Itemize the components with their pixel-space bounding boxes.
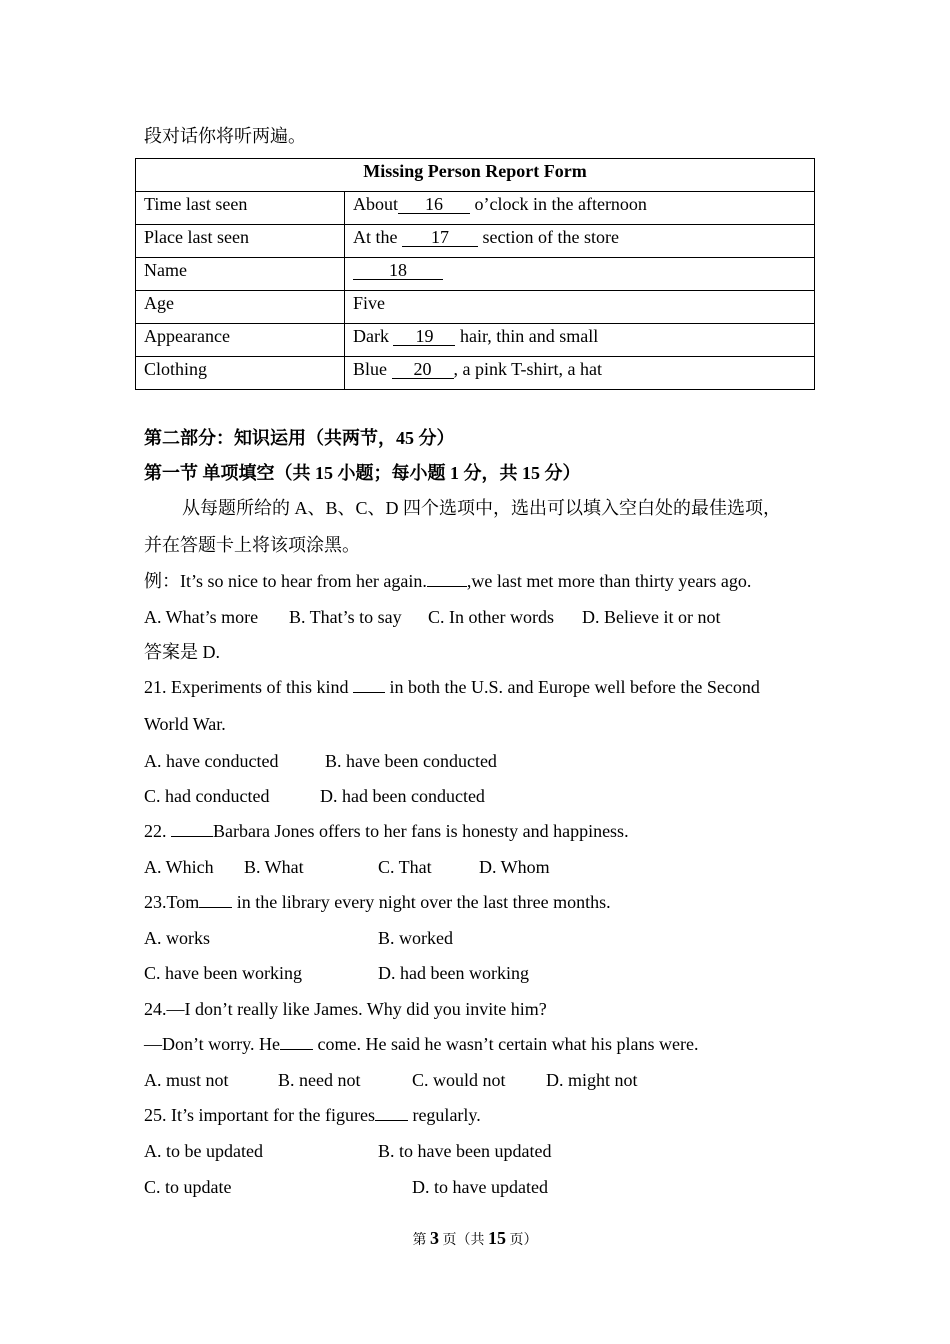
intro-line: 段对话你将听两遍。: [144, 126, 306, 146]
example-question: [144, 569, 751, 593]
q22-blank: [171, 836, 213, 837]
form-label: Age: [136, 291, 345, 324]
q25-options-ab: [144, 1139, 551, 1163]
instruction-line-1: 从每题所给的 A、B、C、D 四个选项中，选出可以填入空白处的最佳选项，: [182, 498, 782, 518]
example-option-d: D. Believe it or not: [582, 607, 721, 627]
form-row-clothing: [136, 357, 815, 390]
page-footer: [0, 1228, 950, 1249]
example-blank: [427, 586, 467, 587]
q25-options-cd: [144, 1175, 548, 1199]
form-value: [345, 324, 815, 357]
q24-pre: —Don’t worry. He: [144, 1034, 280, 1054]
form-label: Appearance: [136, 324, 345, 357]
blank-20: 20: [392, 360, 454, 379]
q22-options: [144, 855, 550, 879]
form-value-pre: Blue: [353, 359, 387, 379]
q22-option-d: D. Whom: [479, 857, 550, 877]
example-options: [144, 605, 720, 629]
form-value-post: , a pink T-shirt, a hat: [453, 359, 602, 379]
q23-options-ab: [144, 926, 453, 950]
form-value: [345, 225, 815, 258]
footer-mid: 页（共: [442, 1233, 485, 1248]
part2-heading: 第二部分：知识运用（共两节，45 分）: [144, 428, 455, 448]
q24-option-c: C. would not: [412, 1070, 506, 1090]
q21-option-b: B. have been conducted: [325, 751, 497, 771]
q21-option-d: D. had been conducted: [320, 786, 485, 806]
missing-person-form: [135, 158, 815, 390]
form-value-pre: Dark: [353, 326, 389, 346]
q21-pre: 21. Experiments of this kind: [144, 677, 349, 697]
q24-blank: [280, 1049, 313, 1050]
q21-post: in both the U.S. and Europe well before the Second: [389, 677, 760, 697]
question-25: [144, 1103, 481, 1127]
question-24-reply: [144, 1032, 699, 1056]
question-24: 24.—I don’t really like James. Why did you invite him?: [144, 999, 547, 1019]
form-value-post: hair, thin and small: [459, 326, 599, 346]
q24-option-d: D. might not: [546, 1070, 638, 1090]
form-label: Clothing: [136, 357, 345, 390]
form-value: [345, 357, 815, 390]
blank-18: 18: [353, 261, 443, 280]
q25-blank: [375, 1120, 408, 1121]
q22-pre: 22.: [144, 821, 167, 841]
q23-option-c: C. have been working: [144, 963, 302, 983]
question-21-cont: World War.: [144, 714, 226, 734]
q21-options-ab: [144, 749, 497, 773]
footer-post: 页）: [509, 1233, 538, 1248]
q24-option-b: B. need not: [278, 1070, 361, 1090]
q23-option-a: A. works: [144, 928, 210, 948]
page-number: 3: [430, 1228, 439, 1248]
q23-pre: 23.Tom: [144, 892, 200, 912]
example-option-b: B. That’s to say: [289, 607, 402, 627]
q23-post: in the library every night over the last three months.: [236, 892, 611, 912]
q24-options: [144, 1068, 638, 1092]
form-row-time: [136, 192, 815, 225]
form-value-pre: At the: [353, 227, 398, 247]
q24-option-a: A. must not: [144, 1070, 229, 1090]
q21-options-cd: [144, 784, 485, 808]
q22-option-a: A. Which: [144, 857, 214, 877]
form-row-appearance: [136, 324, 815, 357]
form-label: Name: [136, 258, 345, 291]
q21-option-c: C. had conducted: [144, 786, 270, 806]
form-value: [345, 192, 815, 225]
q22-post: Barbara Jones offers to her fans is honesty and happiness.: [213, 821, 629, 841]
form-label: Place last seen: [136, 225, 345, 258]
footer-pre: 第: [412, 1233, 427, 1248]
section1-heading: 第一节 单项填空（共 15 小题；每小题 1 分，共 15 分）: [144, 463, 581, 483]
q23-option-d: D. had been working: [378, 963, 529, 983]
example-pre: 例：It’s so nice to hear from her again.: [144, 571, 427, 591]
q25-option-d: D. to have updated: [412, 1177, 548, 1197]
blank-16: 16: [398, 195, 470, 214]
q25-option-a: A. to be updated: [144, 1141, 263, 1161]
example-post: ,we last met more than thirty years ago.: [466, 571, 752, 591]
q25-post: regularly.: [412, 1105, 481, 1125]
question-21: [144, 675, 760, 699]
form-value-pre: About: [353, 194, 398, 214]
form-value: Five: [345, 291, 815, 324]
example-option-a: A. What’s more: [144, 607, 259, 627]
q21-option-a: A. have conducted: [144, 751, 279, 771]
q25-pre: 25. It’s important for the figures: [144, 1105, 375, 1125]
q22-option-b: B. What: [244, 857, 304, 877]
q22-option-c: C. That: [378, 857, 432, 877]
form-row-place: [136, 225, 815, 258]
q24-post: come. He said he wasn’t certain what his plans were.: [317, 1034, 699, 1054]
question-22: [144, 819, 629, 843]
form-title: Missing Person Report Form: [136, 159, 815, 192]
form-row-name: [136, 258, 815, 291]
q23-option-b: B. worked: [378, 928, 453, 948]
form-row-age: [136, 291, 815, 324]
q25-option-b: B. to have been updated: [378, 1141, 552, 1161]
q25-option-c: C. to update: [144, 1177, 232, 1197]
q23-options-cd: [144, 961, 529, 985]
instruction-line-2: 并在答题卡上将该项涂黑。: [144, 535, 360, 555]
form-label: Time last seen: [136, 192, 345, 225]
blank-17: 17: [402, 228, 478, 247]
question-23: [144, 890, 611, 914]
form-value-post: section of the store: [482, 227, 619, 247]
example-option-c: C. In other words: [428, 607, 554, 627]
form-value-post: o’clock in the afternoon: [474, 194, 647, 214]
q23-blank: [199, 907, 232, 908]
example-answer: 答案是 D.: [144, 642, 220, 662]
blank-19: 19: [393, 327, 455, 346]
total-pages: 15: [488, 1228, 506, 1248]
form-value: [345, 258, 815, 291]
q21-blank: [353, 692, 385, 693]
